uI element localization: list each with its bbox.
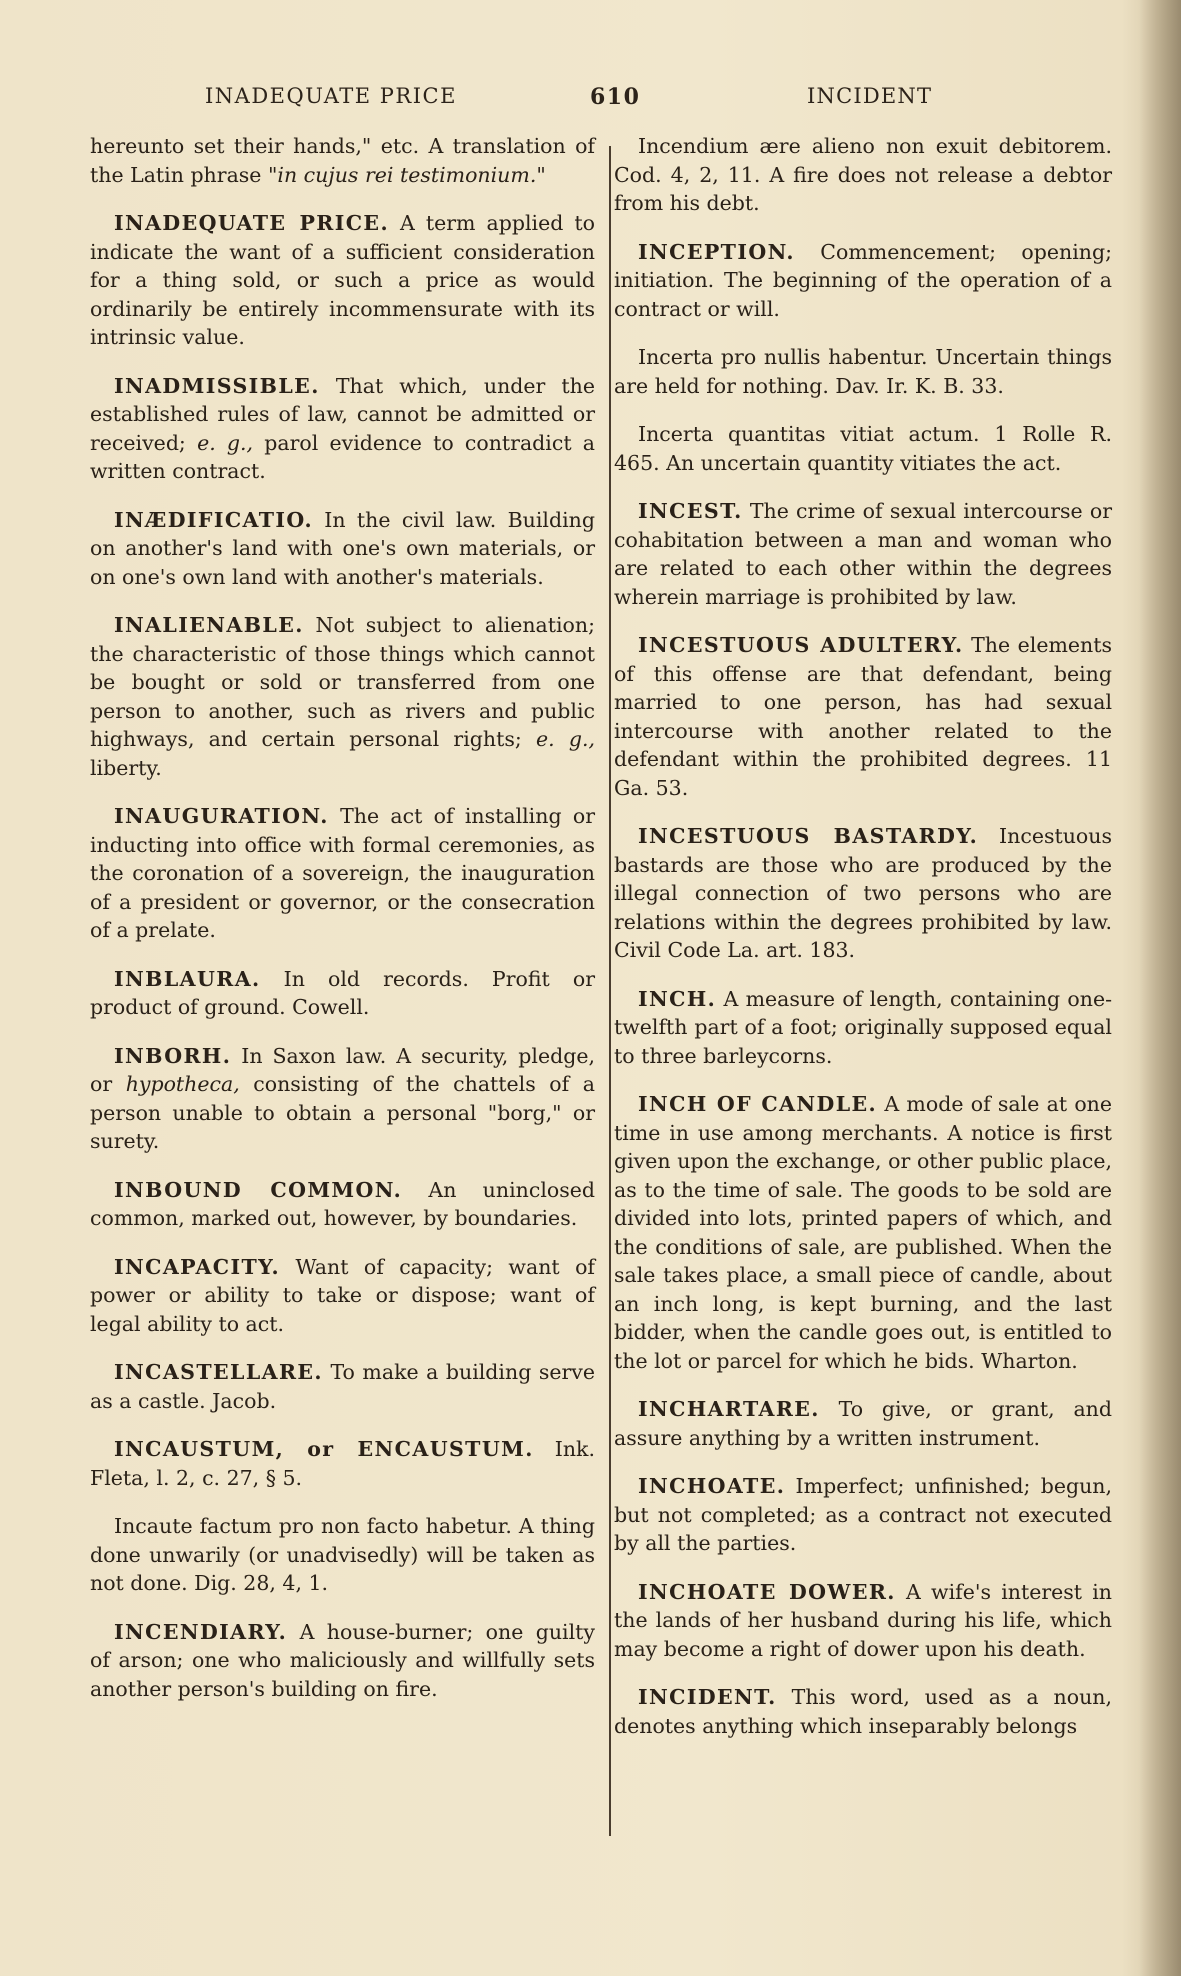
- italic-text: e. g.,: [197, 430, 254, 455]
- entry-definition: Imperfect; unfinished; begun, but not completed; as a contract not executed by all the parties.: [614, 1474, 1112, 1555]
- dictionary-entry: [614, 985, 1112, 1071]
- dictionary-entry: [90, 1512, 595, 1598]
- entry-definition: Commencement; opening; initiation. The beginning of the operation of a contract or will.: [614, 239, 1112, 321]
- dictionary-entry: [614, 822, 1112, 965]
- entry-headword: INCH.: [638, 986, 717, 1011]
- entry-headword: INADMISSIBLE.: [114, 373, 320, 398]
- entry-definition: hereunto set their hands," etc. A translation of the Latin phrase ": [90, 134, 595, 187]
- dictionary-entry: [90, 611, 595, 782]
- entry-headword: INCEST.: [638, 499, 743, 523]
- entry-headword: INÆDIFICATIO.: [114, 507, 313, 532]
- entry-definition: Not subject to alienation; the characteristic of those things which cannot be bought or sold or transferred from one person to another, such as rivers and public highways, and certain personal rights;: [90, 613, 595, 751]
- header-right-guide-word: INCIDENT: [807, 84, 933, 108]
- dictionary-entry: [90, 1042, 595, 1156]
- page-number: 610: [590, 84, 641, 110]
- dictionary-entry: [614, 631, 1112, 802]
- page-edge-shadow: [1139, 0, 1181, 1976]
- entry-definition: A wife's interest in the lands of her husband during his life, which may become a right of dower upon his death.: [614, 1579, 1112, 1661]
- dictionary-entry: [614, 1578, 1112, 1664]
- entry-definition: 1 Rolle R. 465. An uncertain quantity vitiates the act.: [614, 422, 1112, 475]
- entry-definition: An uninclosed common, marked out, however, by boundaries.: [90, 1177, 595, 1230]
- dictionary-entry: [90, 506, 595, 592]
- dictionary-entry: [614, 238, 1112, 324]
- entry-definition: The crime of sexual intercourse or cohabitation between a man and woman who are related to each other within the degrees wherein marriage is prohibited by law.: [614, 499, 1112, 609]
- latin-maxim: Incendium ære alieno non exuit debitorem.: [638, 134, 1112, 158]
- running-header: [0, 84, 1181, 124]
- italic-text: e. g.,: [535, 727, 595, 751]
- dictionary-entry: [90, 372, 595, 486]
- latin-maxim: Incaute factum pro non facto habetur.: [114, 1514, 512, 1538]
- entry-definition: A mode of sale at one time in use among merchants. A notice is first given upon the exchange, or other public place, as to the time of sale. The goods to be sold are divided into lots, printed papers of which, and the conditions of sale, are published. When the sale takes place, a small piece of candle, about an inch long, is kept burning, and the last bidder, when the candle goes out, is entitled to the lot or parcel for which he bids. Wharton.: [614, 1092, 1112, 1373]
- italic-text: in cujus rei testimonium.: [277, 162, 537, 187]
- entry-headword: INCASTELLARE.: [114, 1360, 323, 1384]
- dictionary-entry: [614, 1090, 1112, 1375]
- entry-definition: The act of installing or inducting into office with formal ceremonies, as the coronation of a sovereign, the inauguration of a president or governor, or the consecration of a prelate.: [90, 804, 595, 942]
- entry-headword: INCENDIARY.: [114, 1619, 288, 1644]
- right-column: [614, 132, 1112, 1760]
- entry-definition: A term applied to indicate the want of a sufficient consideration for a thing sold, or such a price as would ordinarily be entirely incommensurate with its intrinsic value.: [90, 211, 595, 349]
- entry-headword: INCHOATE DOWER.: [638, 1579, 896, 1604]
- entry-headword: INBLAURA.: [114, 966, 261, 991]
- entry-definition: Cod. 4, 2, 11. A fire does not release a debtor from his debt.: [614, 162, 1112, 215]
- entry-definition: A thing done unwarily (or unadvisedly) will be taken as not done. Dig. 28, 4, 1.: [90, 1514, 595, 1595]
- entry-headword: INCIDENT.: [638, 1685, 777, 1709]
- entry-headword: INCESTUOUS BASTARDY.: [638, 824, 979, 848]
- entry-definition: consisting of the chattels of a person unable to obtain a personal "borg," or surety.: [90, 1072, 595, 1153]
- entry-definition: To give, or grant, and assure anything by a written instrument.: [614, 1397, 1112, 1450]
- entry-definition: This word, used as a noun, denotes anything which inseparably belongs: [614, 1685, 1112, 1738]
- entry-headword: INCAUSTUM, or ENCAUSTUM.: [114, 1437, 534, 1461]
- entry-headword: INBOUND COMMON.: [114, 1177, 403, 1202]
- entry-definition: parol evidence to contradict a written contract.: [90, 430, 595, 483]
- entry-definition: liberty.: [90, 755, 162, 780]
- entry-definition: That which, under the established rules of law, cannot be admitted or received;: [90, 373, 595, 455]
- dictionary-entry: [90, 209, 595, 352]
- entry-headword: INCHARTARE.: [638, 1397, 820, 1421]
- entry-definition: In Saxon law. A security, pledge, or: [90, 1043, 595, 1096]
- latin-maxim: Incerta pro nullis habentur.: [638, 345, 928, 369]
- dictionary-entry: [90, 1358, 595, 1415]
- dictionary-entry: [90, 1253, 595, 1339]
- dictionary-entry: [614, 420, 1112, 477]
- entry-definition: A measure of length, containing one-twelfth part of a foot; originally supposed equal to three barleycorns.: [614, 986, 1112, 1068]
- dictionary-entry: [90, 1618, 595, 1704]
- entry-headword: INBORH.: [114, 1043, 232, 1068]
- entry-definition: ": [536, 162, 546, 187]
- dictionary-entry: [90, 1435, 595, 1492]
- column-divider: [609, 146, 611, 1836]
- header-left-guide-word: INADEQUATE PRICE: [205, 84, 457, 108]
- entry-headword: INAUGURATION.: [114, 804, 329, 828]
- entry-definition: The elements of this offense are that defendant, being married to one person, has had sexual intercourse with another related to the defendant within the prohibited degrees. 11 Ga. 53.: [614, 633, 1112, 800]
- entry-definition: Want of capacity; want of power or ability to take or dispose; want of legal ability to act.: [90, 1254, 595, 1336]
- entry-definition: In old records. Profit or product of ground. Cowell.: [90, 966, 595, 1019]
- entry-headword: INALIENABLE.: [114, 613, 304, 637]
- dictionary-entry: [614, 1472, 1112, 1558]
- entry-headword: INADEQUATE PRICE.: [114, 211, 389, 235]
- dictionary-entry: [614, 132, 1112, 218]
- entry-definition: Ink. Fleta, l. 2, c. 27, § 5.: [90, 1437, 595, 1490]
- entry-definition: Incestuous bastards are those who are produced by the illegal connection of two persons who are relations within the degrees prohibited by law. Civil Code La. art. 183.: [614, 824, 1112, 962]
- entry-headword: INCESTUOUS ADULTERY.: [638, 633, 964, 657]
- italic-text: hypotheca,: [125, 1072, 240, 1096]
- entry-headword: INCH OF CANDLE.: [638, 1092, 878, 1116]
- left-column: [90, 132, 595, 1723]
- entry-definition: A house-burner; one guilty of arson; one who maliciously and willfully sets another person's building on fire.: [90, 1619, 595, 1701]
- entry-definition: To make a building serve as a castle. Jacob.: [90, 1360, 595, 1413]
- dictionary-entry: [614, 343, 1112, 400]
- dictionary-entry: [614, 1683, 1112, 1740]
- entry-headword: INCAPACITY.: [114, 1254, 281, 1279]
- dictionary-entry: [614, 497, 1112, 611]
- entry-headword: INCEPTION.: [638, 239, 795, 264]
- dictionary-entry: [90, 132, 595, 189]
- dictionary-entry: [90, 965, 595, 1022]
- entry-headword: INCHOATE.: [638, 1474, 786, 1498]
- dictionary-entry: [614, 1395, 1112, 1452]
- entry-definition: Uncertain things are held for nothing. Dav. Ir. K. B. 33.: [614, 345, 1112, 398]
- latin-maxim: Incerta quantitas vitiat actum.: [638, 422, 980, 446]
- dictionary-entry: [90, 1176, 595, 1233]
- entry-definition: In the civil law. Building on another's land with one's own materials, or on one's own land with another's materials.: [90, 507, 595, 589]
- dictionary-entry: [90, 802, 595, 945]
